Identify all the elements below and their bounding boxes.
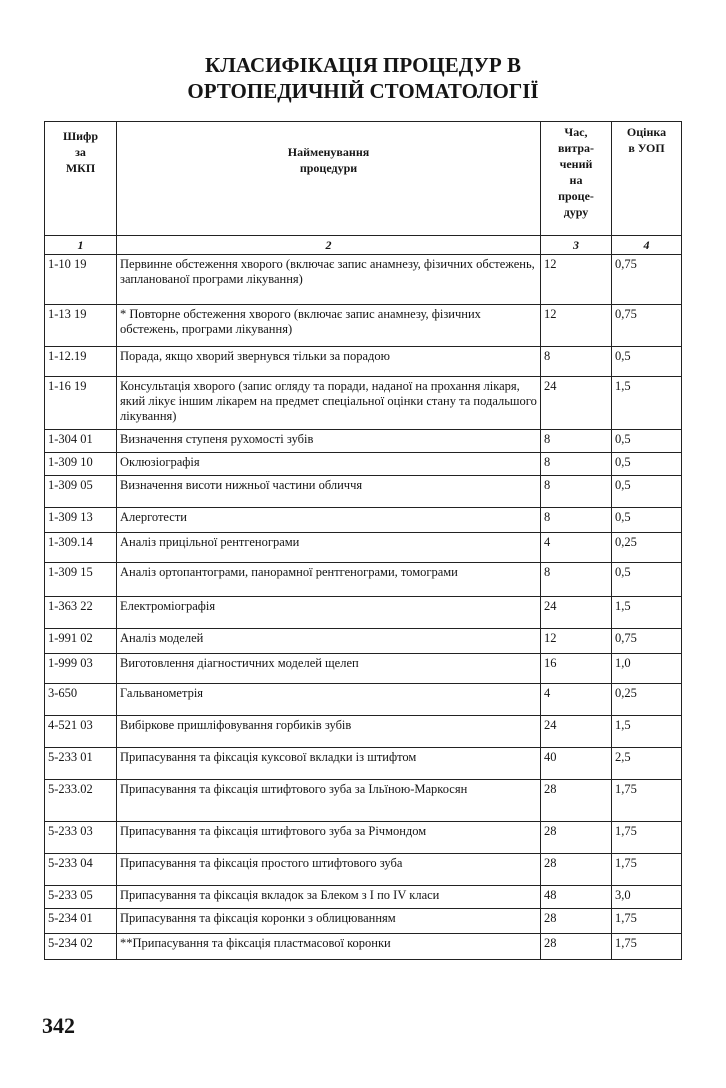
row-name: Аналіз ортопантограми, панорамної рентгенограми, томограми — [117, 563, 541, 597]
table-row — [45, 597, 682, 629]
table-row — [45, 716, 682, 748]
row-code: 1-309.14 — [45, 533, 117, 563]
row-code: 1-16 19 — [45, 377, 117, 430]
table-row — [45, 476, 682, 508]
row-time: 24 — [541, 377, 612, 430]
table-row — [45, 654, 682, 684]
row-name: Припасування та фіксація вкладок за Блеком з I по IV класи — [117, 886, 541, 909]
row-score: 1,5 — [612, 597, 682, 629]
row-code: 5-233 05 — [45, 886, 117, 909]
table-row — [45, 854, 682, 886]
row-code: 1-363 22 — [45, 597, 117, 629]
row-name: Припасування та фіксація куксової вкладки із штифтом — [117, 748, 541, 780]
row-score: 1,75 — [612, 854, 682, 886]
row-name: Визначення висоти нижньої частини обличчя — [117, 476, 541, 508]
row-score: 1,75 — [612, 780, 682, 822]
title-line-2: ОРТОПЕДИЧНІЙ СТОМАТОЛОГІЇ — [187, 79, 539, 103]
row-code: 1-12.19 — [45, 347, 117, 377]
header-time: Час, витра- чений на проце- дуру — [541, 122, 612, 236]
row-score: 0,5 — [612, 476, 682, 508]
row-time: 8 — [541, 347, 612, 377]
header-row — [45, 122, 682, 236]
row-time: 48 — [541, 886, 612, 909]
row-code: 1-10 19 — [45, 255, 117, 305]
row-time: 4 — [541, 533, 612, 563]
table-row — [45, 430, 682, 453]
column-number-4: 4 — [612, 236, 682, 255]
row-time: 28 — [541, 854, 612, 886]
row-time: 8 — [541, 563, 612, 597]
table-row — [45, 934, 682, 960]
row-code: 1-309 10 — [45, 453, 117, 476]
table-row — [45, 563, 682, 597]
row-code: 5-233 01 — [45, 748, 117, 780]
row-score: 0,25 — [612, 533, 682, 563]
table-row — [45, 255, 682, 305]
column-number-3: 3 — [541, 236, 612, 255]
table-row — [45, 748, 682, 780]
table-row — [45, 453, 682, 476]
row-time: 4 — [541, 684, 612, 716]
header-name: Найменування процедури — [117, 122, 541, 236]
table-row — [45, 780, 682, 822]
header-score: Оцінка в УОП — [612, 122, 682, 236]
table-row — [45, 684, 682, 716]
table-row — [45, 629, 682, 654]
row-name: Аналіз прицільної рентгенограми — [117, 533, 541, 563]
row-time: 40 — [541, 748, 612, 780]
row-code: 5-233.02 — [45, 780, 117, 822]
row-score: 0,75 — [612, 629, 682, 654]
row-name: Припасування та фіксація коронки з облицюванням — [117, 909, 541, 934]
row-score: 1,5 — [612, 377, 682, 430]
row-name: * Повторне обстеження хворого (включає запис анамнезу, фізичних обстежень, програми лікування) — [117, 305, 541, 347]
row-time: 8 — [541, 430, 612, 453]
row-time: 8 — [541, 476, 612, 508]
row-name: Виготовлення діагностичних моделей щелеп — [117, 654, 541, 684]
row-score: 0,5 — [612, 430, 682, 453]
row-score: 0,5 — [612, 508, 682, 533]
row-name: Первинне обстеження хворого (включає запис анамнезу, фізичних обстежень, запланованої програми лікування) — [117, 255, 541, 305]
column-number-1: 1 — [45, 236, 117, 255]
row-time: 24 — [541, 716, 612, 748]
row-name: Припасування та фіксація штифтового зуба за Річмондом — [117, 822, 541, 854]
row-code: 1-999 03 — [45, 654, 117, 684]
row-code: 4-521 03 — [45, 716, 117, 748]
row-time: 28 — [541, 909, 612, 934]
row-code: 3-650 — [45, 684, 117, 716]
title-line-1: КЛАСИФІКАЦІЯ ПРОЦЕДУР В — [205, 53, 521, 77]
row-score: 0,75 — [612, 255, 682, 305]
row-name: Гальванометрія — [117, 684, 541, 716]
row-time: 12 — [541, 255, 612, 305]
row-score: 1,75 — [612, 934, 682, 960]
row-score: 1,5 — [612, 716, 682, 748]
column-numbers-row — [45, 236, 682, 255]
row-time: 8 — [541, 508, 612, 533]
table-row — [45, 508, 682, 533]
procedures-table — [44, 121, 682, 960]
page-number: 342 — [42, 1013, 75, 1038]
row-name: Визначення ступеня рухомості зубів — [117, 430, 541, 453]
row-score: 3,0 — [612, 886, 682, 909]
row-time: 8 — [541, 453, 612, 476]
row-score: 0,5 — [612, 453, 682, 476]
row-time: 28 — [541, 780, 612, 822]
row-name: **Припасування та фіксація пластмасової коронки — [117, 934, 541, 960]
header-code: Шифр за МКП — [45, 122, 117, 236]
row-code: 1-309 13 — [45, 508, 117, 533]
row-score: 1,75 — [612, 822, 682, 854]
row-score: 1,0 — [612, 654, 682, 684]
page-title — [0, 52, 726, 104]
row-code: 1-309 05 — [45, 476, 117, 508]
row-score: 2,5 — [612, 748, 682, 780]
row-time: 12 — [541, 629, 612, 654]
column-number-2: 2 — [117, 236, 541, 255]
row-code: 5-233 04 — [45, 854, 117, 886]
row-score: 1,75 — [612, 909, 682, 934]
row-code: 5-234 01 — [45, 909, 117, 934]
table-row — [45, 377, 682, 430]
row-name: Консультація хворого (запис огляду та поради, наданої на прохання лікаря, який лікує іншим лікарем на предмет спеціальної оцінки стану та подальшого лікування) — [117, 377, 541, 430]
row-code: 1-13 19 — [45, 305, 117, 347]
row-score: 0,5 — [612, 347, 682, 377]
row-name: Аналіз моделей — [117, 629, 541, 654]
table-row — [45, 347, 682, 377]
row-name: Електроміографія — [117, 597, 541, 629]
table-row — [45, 822, 682, 854]
row-name: Порада, якщо хворий звернувся тільки за порадою — [117, 347, 541, 377]
table-body — [45, 255, 682, 960]
row-code: 1-991 02 — [45, 629, 117, 654]
row-code: 1-304 01 — [45, 430, 117, 453]
row-time: 16 — [541, 654, 612, 684]
row-time: 12 — [541, 305, 612, 347]
row-name: Вибіркове пришліфовування горбиків зубів — [117, 716, 541, 748]
row-code: 5-233 03 — [45, 822, 117, 854]
table-row — [45, 533, 682, 563]
row-time: 28 — [541, 822, 612, 854]
row-name: Припасування та фіксація штифтового зуба за Ільїною-Маркосян — [117, 780, 541, 822]
row-time: 24 — [541, 597, 612, 629]
row-score: 0,25 — [612, 684, 682, 716]
row-name: Алерготести — [117, 508, 541, 533]
table-row — [45, 909, 682, 934]
row-score: 0,75 — [612, 305, 682, 347]
row-score: 0,5 — [612, 563, 682, 597]
table-row — [45, 305, 682, 347]
row-name: Припасування та фіксація простого штифтового зуба — [117, 854, 541, 886]
table-row — [45, 886, 682, 909]
row-code: 5-234 02 — [45, 934, 117, 960]
row-name: Оклюзіографія — [117, 453, 541, 476]
row-code: 1-309 15 — [45, 563, 117, 597]
row-time: 28 — [541, 934, 612, 960]
